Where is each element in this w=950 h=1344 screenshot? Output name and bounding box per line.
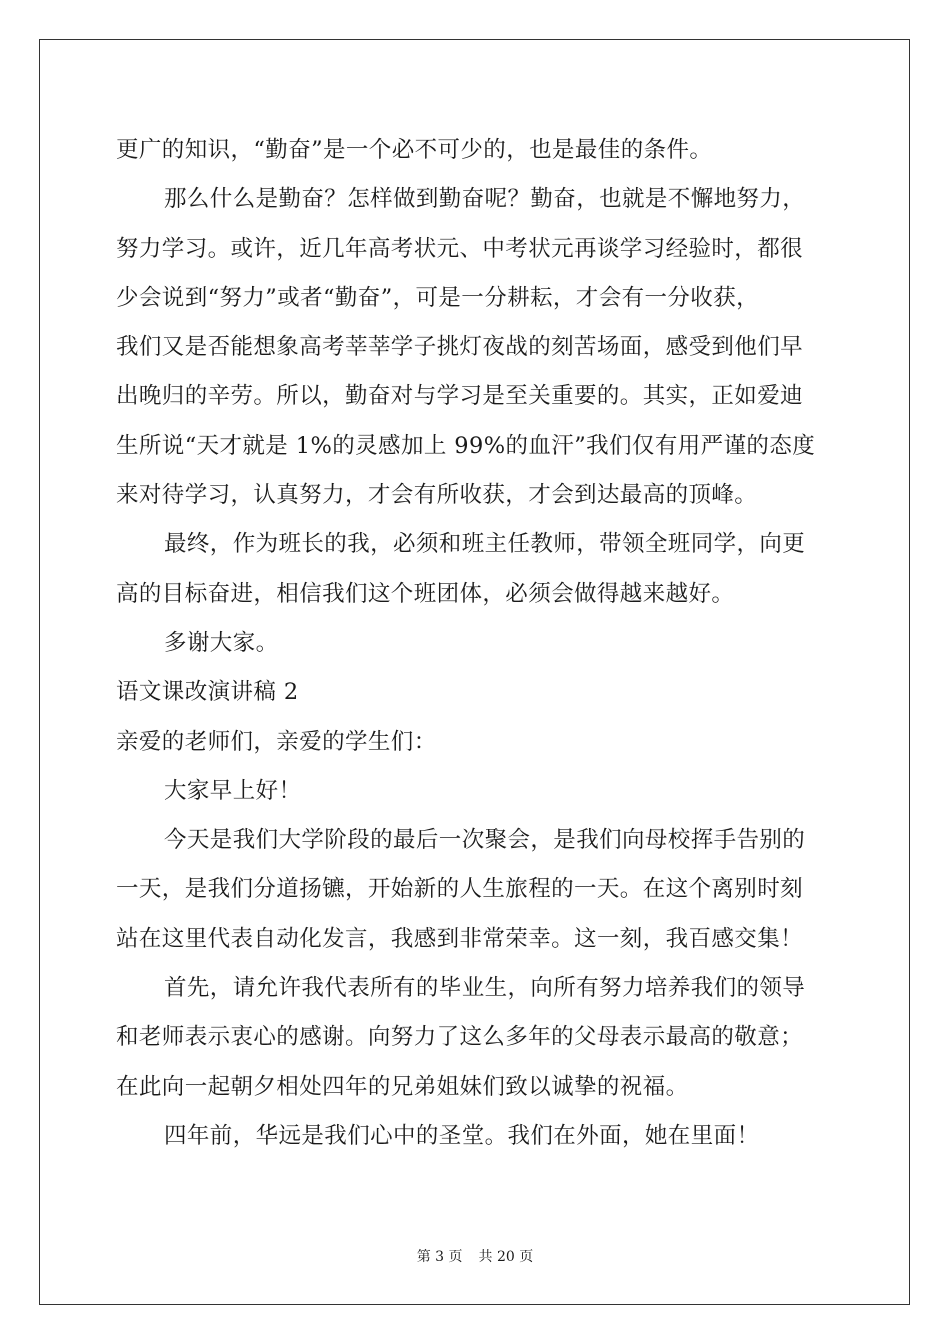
paragraph-line: 高的目标奋进，相信我们这个班团体，必须会做得越来越好。 xyxy=(116,580,735,607)
page-number: 第 3 页 xyxy=(416,1249,463,1265)
paragraph-line: 在此向一起朝夕相处四年的兄弟姐妹们致以诚挚的祝福。 xyxy=(116,1073,689,1100)
section-heading: 语文课改演讲稿 2 xyxy=(116,679,299,706)
paragraph-line: 那么什么是勤奋？怎样做到勤奋呢？勤奋，也就是不懈地努力， xyxy=(164,186,806,213)
paragraph-line: 和老师表示衷心的感谢。向努力了这么多年的父母表示最高的敬意； xyxy=(116,1024,804,1051)
paragraph-line: 站在这里代表自动化发言，我感到非常荣幸。这一刻，我百感交集！ xyxy=(116,925,804,952)
document-body xyxy=(116,126,846,1161)
paragraph-line: 首先，请允许我代表所有的毕业生，向所有努力培养我们的领导 xyxy=(164,975,806,1002)
page-total: 共 20 页 xyxy=(478,1249,534,1265)
paragraph-line: 生所说“天才就是 1%的灵感加上 99%的血汗”我们仅有用严谨的态度 xyxy=(116,432,816,459)
paragraph-line: 更广的知识，“勤奋”是一个必不可少的，也是最佳的条件。 xyxy=(116,137,713,163)
paragraph-line: 出晚归的辛劳。所以，勤奋对与学习是至关重要的。其实，正如爱迪 xyxy=(116,383,804,410)
paragraph-line: 多谢大家。 xyxy=(164,629,279,656)
paragraph-line: 努力学习。或许，近几年高考状元、中考状元再谈学习经验时，都很 xyxy=(116,235,804,262)
paragraph-line: 大家早上好！ xyxy=(164,777,302,804)
paragraph-line: 今天是我们大学阶段的最后一次聚会，是我们向母校挥手告别的 xyxy=(164,827,806,854)
paragraph-line: 四年前，华远是我们心中的圣堂。我们在外面，她在里面！ xyxy=(164,1122,760,1149)
paragraph-line: 一天，是我们分道扬镳，开始新的人生旅程的一天。在这个离别时刻 xyxy=(116,876,804,903)
paragraph-line: 来对待学习，认真努力，才会有所收获，才会到达最高的顶峰。 xyxy=(116,482,758,509)
paragraph-line: 少会说到“努力”或者“勤奋”，可是一分耕耘，才会有一分收获， xyxy=(116,284,760,311)
paragraph-line: 最终，作为班长的我，必须和班主任教师，带领全班同学，向更 xyxy=(164,531,806,558)
salutation-line: 亲爱的老师们，亲爱的学生们： xyxy=(116,728,437,755)
paragraph-line: 我们又是否能想象高考莘莘学子挑灯夜战的刻苦场面，感受到他们早 xyxy=(116,334,804,361)
page-footer xyxy=(0,1246,950,1266)
